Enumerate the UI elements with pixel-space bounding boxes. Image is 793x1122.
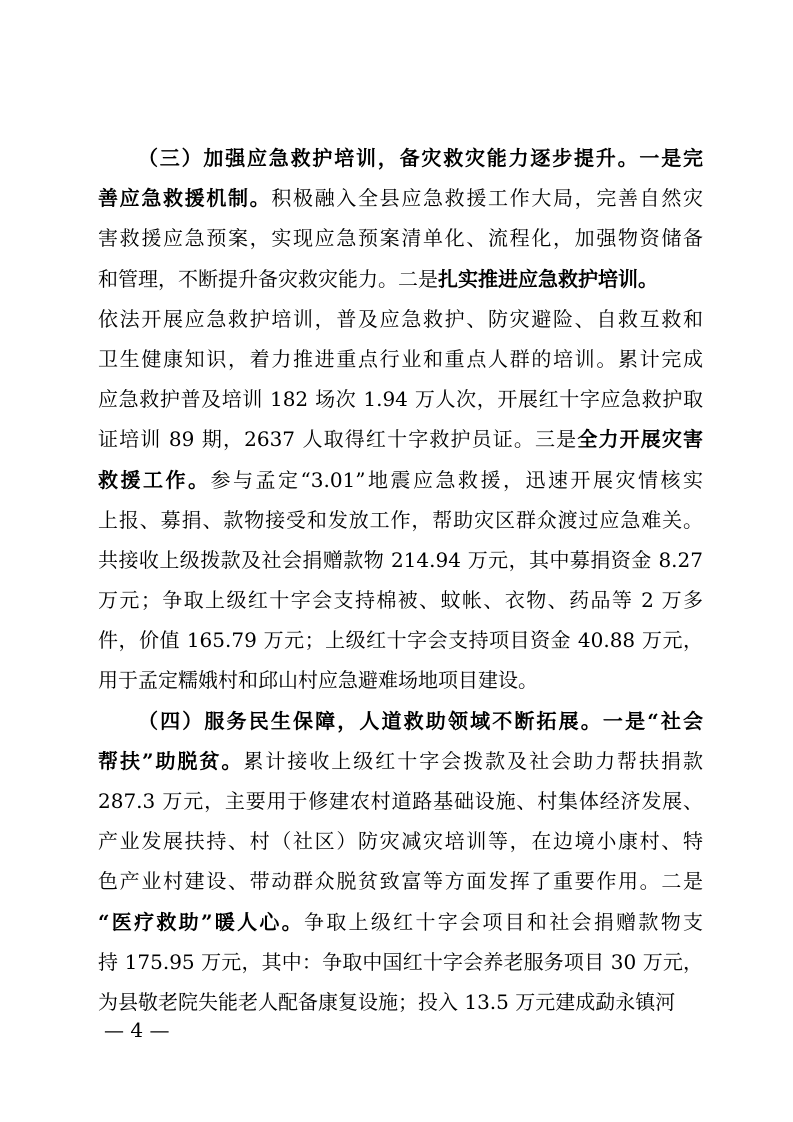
- text-line: [98, 299, 703, 339]
- bold-text-segment: （四）服务民生保障，人道救助领域不断拓展。一是“社会: [138, 708, 703, 733]
- text-segment: 287.3 万元，主要用于修建农村道路基础设施、村集体经济发展、: [98, 789, 703, 813]
- text-line: [98, 540, 703, 580]
- text-segment: 用于孟定糯娥村和邱山村应急避难场地项目建设。: [98, 668, 538, 693]
- bold-text-segment: 救援工作。: [98, 467, 211, 492]
- text-line: [98, 620, 703, 660]
- text-line: [98, 178, 703, 218]
- text-line: [98, 741, 703, 781]
- text-line: [98, 660, 703, 700]
- text-segment: 应急救护普及培训 182 场次 1.94 万人次，开展红十字应急救护取: [98, 387, 703, 412]
- text-segment: 万元；争取上级红十字会支持棉被、蚊帐、衣物、药品等 2 万多: [98, 588, 703, 613]
- text-segment: 卫生健康知识，着力推进重点行业和重点人群的培训。累计完成: [98, 346, 703, 371]
- text-segment: 色产业村建设、带动群众脱贫致富等方面发挥了重要作用。二是: [98, 869, 703, 894]
- text-line: [98, 218, 703, 258]
- text-line: [98, 821, 703, 861]
- text-segment: 积极融入全县应急救援工作大局，完善自然灾: [271, 186, 703, 211]
- text-line: [98, 580, 703, 620]
- text-segment: 参与孟定“3.01”地震应急救援，迅速开展灾情核实: [210, 467, 703, 492]
- text-segment: 害救援应急预案，实现应急预案清单化、流程化，加强物资储备: [98, 226, 703, 251]
- text-segment: 件，价值 165.79 万元；上级红十字会支持项目资金 40.88 万元，: [98, 628, 703, 653]
- text-segment: 共接收上级拨款及社会捐赠款物 214.94 万元，其中募捐资金 8.27: [98, 547, 703, 572]
- text-segment: 证培训 89 期，2637 人取得红十字救护员证。三是: [98, 427, 578, 452]
- text-segment: 依法开展应急救护培训，普及应急救护、防灾避险、自救互救和: [98, 306, 703, 331]
- text-segment: 产业发展扶持、村（社区）防灾减灾培训等，在边境小康村、特: [98, 829, 703, 854]
- bold-text-segment: 扎实推进应急救护培训。: [438, 266, 658, 291]
- text-line: [98, 861, 703, 901]
- text-segment: 为县敬老院失能老人配备康复设施；投入 13.5 万元建成勐永镇河: [98, 989, 676, 1014]
- text-line: [98, 379, 703, 419]
- text-segment: 持 175.95 万元，其中：争取中国红十字会养老服务项目 30 万元，: [98, 949, 703, 974]
- text-line: [98, 339, 703, 379]
- text-line: [98, 982, 703, 1022]
- text-line: [98, 942, 703, 982]
- text-line: [98, 902, 703, 942]
- text-segment: 上报、募捐、款物接受和发放工作，帮助灾区群众渡过应急难关。: [98, 507, 703, 532]
- page-number: — 4 —: [104, 1018, 170, 1042]
- bold-text-segment: 帮扶”助脱贫。: [98, 748, 244, 773]
- bold-text-segment: 全力开展灾害: [577, 427, 703, 452]
- text-segment: 累计接收上级红十字会拨款及社会助力帮扶捐款: [243, 748, 703, 773]
- bold-text-segment: “医疗救助”暖人心。: [98, 909, 304, 934]
- text-line: [98, 419, 703, 459]
- text-line: [98, 138, 703, 178]
- bold-text-segment: 善应急救援机制。: [98, 186, 272, 211]
- text-line: [98, 781, 703, 821]
- body-text: [98, 138, 703, 1022]
- text-line: [98, 500, 703, 540]
- text-line: [98, 259, 703, 299]
- text-line: [98, 701, 703, 741]
- text-line: [98, 460, 703, 500]
- bold-text-segment: （三）加强应急救护培训，备灾救灾能力逐步提升。一是完: [138, 146, 703, 170]
- text-segment: 和管理，不断提升备灾救灾能力。二是: [98, 266, 438, 291]
- text-segment: 争取上级红十字会项目和社会捐赠款物支: [303, 909, 703, 934]
